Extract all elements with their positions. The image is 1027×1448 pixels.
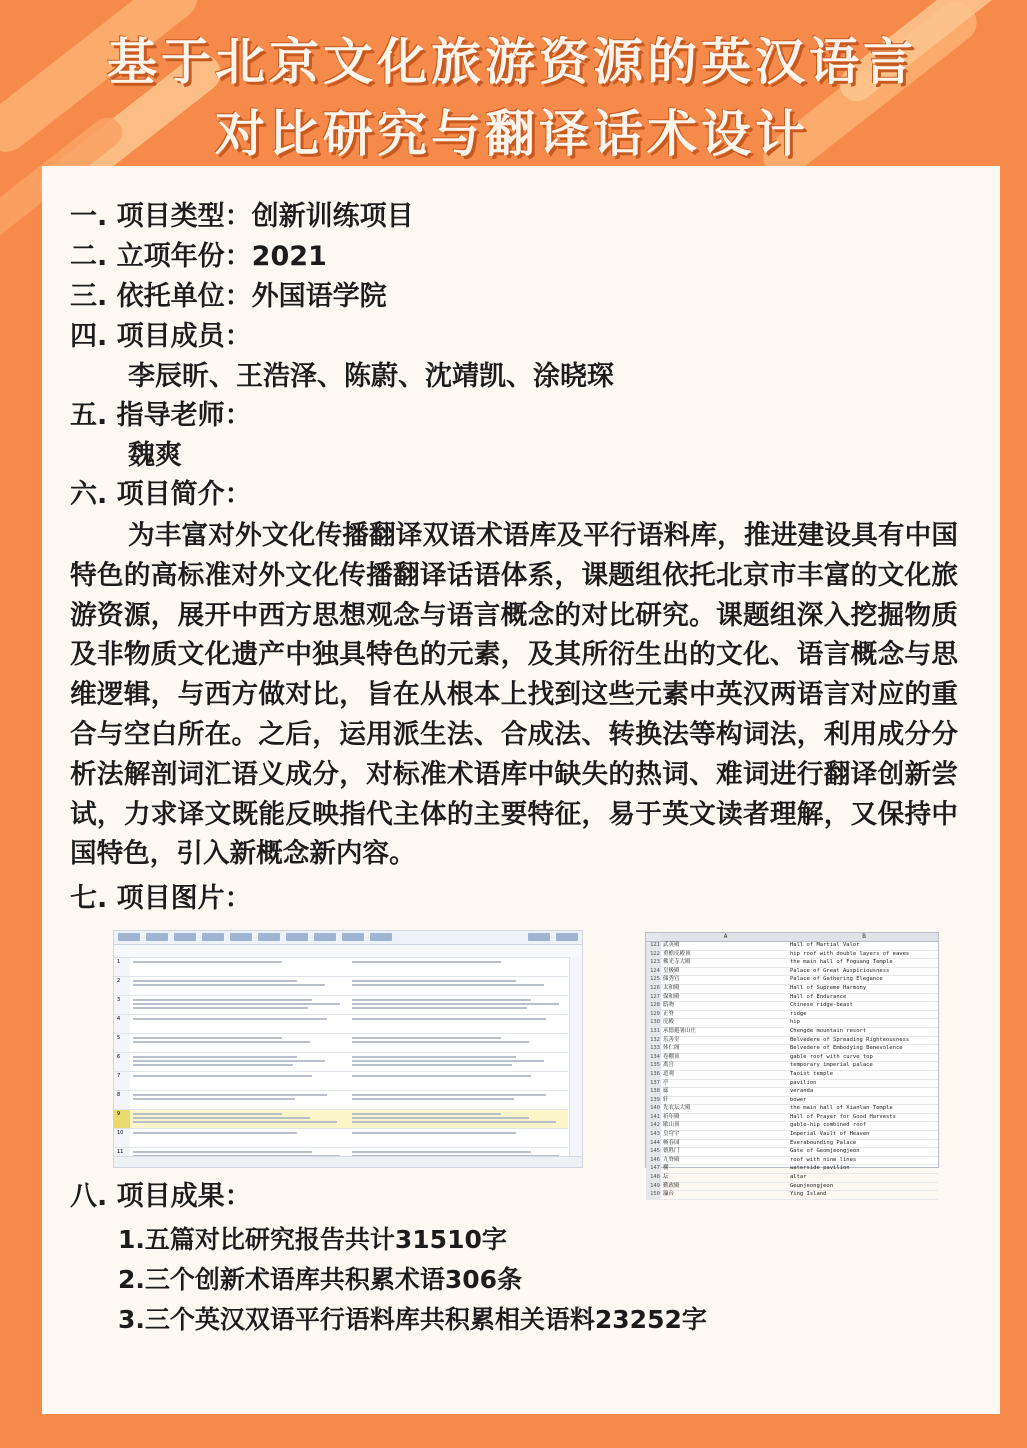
row-number: 140 [646, 1105, 661, 1113]
spreadsheet-row [646, 1011, 938, 1020]
row-number: 143 [646, 1131, 661, 1139]
members-heading: 四. 项目成员： [70, 321, 252, 352]
spreadsheet-row [646, 1191, 938, 1200]
term-en: ridge [790, 1010, 807, 1017]
spreadsheet-row [646, 1105, 938, 1114]
row-number: 121 [646, 942, 661, 950]
screenshot-filter-bar [114, 945, 582, 958]
result-item: 1.五篇对比研究报告共计31510字 [118, 1225, 507, 1254]
term-en: Hall of Endurance [790, 993, 847, 1000]
spreadsheet-row [646, 1071, 938, 1080]
spreadsheet-row [646, 1183, 938, 1192]
row-number: 138 [646, 1088, 661, 1096]
corpus-row-number: 11 [114, 1148, 130, 1167]
screenshot-statusbar [114, 1156, 582, 1167]
spreadsheet-row [646, 1131, 938, 1140]
term-en: Hall of Martial Valor [790, 942, 860, 948]
spreadsheet-row [646, 1140, 938, 1149]
term-zh: 保和殿 [663, 993, 680, 1000]
corpus-row-number: 2 [114, 977, 130, 996]
corpus-row-number: 3 [114, 996, 130, 1015]
corpus-table [114, 958, 568, 1167]
corpus-tool-screenshot [113, 930, 583, 1168]
project-type: 一. 项目类型：创新训练项目 [70, 201, 414, 232]
poster-title-line-1: 基于北京文化旅游资源的英汉语言 [107, 33, 917, 91]
result-item: 3.三个英汉双语平行语料库共积累相关语料23252字 [118, 1305, 707, 1334]
term-en: bower [790, 1096, 807, 1103]
term-zh: 畅春园 [663, 1139, 680, 1146]
term-zh: 离宫 [663, 1062, 675, 1069]
spreadsheet-row [646, 1080, 938, 1089]
term-zh: 储秀宫 [663, 976, 680, 983]
term-zh: 廊 [663, 1088, 669, 1095]
corpus-row-number: 10 [114, 1129, 130, 1148]
term-en: gable roof with curve top [790, 1053, 873, 1060]
term-en: Palace of Gathering Elegance [790, 976, 883, 983]
spreadsheet-row [646, 1054, 938, 1063]
spreadsheet-row [646, 1097, 938, 1106]
spreadsheet-row [646, 1037, 938, 1046]
row-number: 149 [646, 1183, 661, 1191]
row-number: 127 [646, 994, 661, 1002]
term-zh: 承德避暑山庄 [663, 1027, 697, 1034]
term-zh: 榭 [663, 1165, 669, 1172]
row-number: 125 [646, 976, 661, 984]
term-zh: 九脊殿 [663, 1156, 680, 1163]
term-en: Geunjeongjeon [790, 1182, 834, 1189]
term-en: Gate of Geomjeongjeon [790, 1148, 860, 1155]
images-heading: 七. 项目图片： [70, 883, 252, 914]
spreadsheet-row [646, 1002, 938, 1011]
term-zh: 歇山顶 [663, 1122, 680, 1129]
spreadsheet-row [646, 959, 938, 968]
term-en: gable-hip combined roof [790, 1122, 867, 1129]
row-number: 129 [646, 1011, 661, 1019]
row-number: 148 [646, 1174, 661, 1182]
term-zh: 祈年殿 [663, 1113, 680, 1120]
corpus-row [114, 958, 568, 977]
term-en: Palace of Great Auspiciousness [790, 967, 890, 974]
row-number: 150 [646, 1191, 661, 1199]
term-en: Belvedere of Spreading Righteousness [790, 1036, 910, 1043]
term-zh: 德胜门 [663, 1148, 680, 1155]
term-zh: 武英殿 [663, 942, 680, 948]
term-en: altar [790, 1174, 807, 1181]
row-number: 136 [646, 1071, 661, 1079]
glossary-spreadsheet-screenshot [645, 932, 939, 1198]
term-zh: 鸱吻 [663, 1002, 675, 1009]
term-en: Ying Island [790, 1191, 827, 1198]
term-en: Taoist temple [790, 1070, 834, 1077]
corpus-row-number: 8 [114, 1091, 130, 1110]
spreadsheet-row [646, 951, 938, 960]
corpus-row [114, 996, 568, 1015]
term-en: roof with nine lines [790, 1156, 857, 1163]
corpus-row-number: 4 [114, 1015, 130, 1034]
term-zh: 勤政殿 [663, 1182, 680, 1189]
corpus-row [114, 1034, 568, 1053]
term-zh: 太和殿 [663, 984, 680, 991]
spreadsheet-row [646, 1148, 938, 1157]
screenshot-toolbar [114, 931, 582, 945]
row-number: 142 [646, 1122, 661, 1130]
term-zh: 体仁阁 [663, 1045, 680, 1052]
corpus-row [114, 1053, 568, 1072]
corpus-row-number: 1 [114, 958, 130, 977]
row-number: 124 [646, 968, 661, 976]
term-zh: 亭 [663, 1079, 669, 1086]
term-en: pavilion [790, 1079, 817, 1086]
term-en: the main hall of Xianlan Temple [790, 1105, 893, 1112]
spreadsheet-row [646, 968, 938, 977]
row-number: 139 [646, 1097, 661, 1105]
spreadsheet-row [646, 1114, 938, 1123]
spreadsheet-row [646, 976, 938, 985]
corpus-row [114, 1015, 568, 1034]
spreadsheet-row [646, 994, 938, 1003]
project-year: 二. 立项年份：2021 [70, 241, 327, 272]
spreadsheet-row [646, 1088, 938, 1097]
term-zh: 正脊 [663, 1010, 675, 1017]
term-zh: 重檐庑殿顶 [663, 950, 691, 957]
spreadsheet-header [646, 933, 938, 942]
row-number: 147 [646, 1165, 661, 1173]
term-en: Imperial Vault of Heaven [790, 1131, 870, 1138]
intro-paragraph: 为丰富对外文化传播翻译双语术语库及平行语料库，推进建设具有中国特色的高标准对外文化传播翻译话语体系，课题组依托北京市丰富的文化旅游资源，展开中西方思想观念与语言概念的对比研究。课题组深入挖掘物质及非物质文化遗产中独具特色的元素，及其所衍生出的文化、语言概念与思维逻辑，与西方做对比，旨在从根本上找到这些元素中英汉两语言对应的重合与空白所在。之后，运用派生法、合成法、转换法等构词法，利用成分分析法解剖词汇语义成分，对标准术语库中缺失的热词、难词进行翻译创新尝试，力求译文既能反映指代主体的主要特征，易于英文读者理解，又保持中国特色，引入新概念新内容。 [70, 520, 958, 870]
column-b-header: B [862, 933, 866, 940]
corpus-row-number: 5 [114, 1034, 130, 1053]
row-number: 145 [646, 1148, 661, 1156]
term-zh: 卷棚顶 [663, 1053, 680, 1060]
spreadsheet-row [646, 942, 938, 951]
row-number: 146 [646, 1157, 661, 1165]
term-zh: 佛光寺大殿 [663, 959, 691, 966]
term-zh: 瀛台 [663, 1191, 675, 1198]
advisor-name: 魏爽 [128, 440, 182, 471]
term-en: the main hall of Foguang Temple [790, 959, 893, 966]
screenshot-sidebar [569, 957, 582, 1157]
intro-heading: 六. 项目简介： [70, 479, 252, 510]
row-number: 132 [646, 1037, 661, 1045]
row-number: 141 [646, 1114, 661, 1122]
term-en: temporary imperial palace [790, 1062, 873, 1069]
term-en: Belvedere of Embodying Benevolence [790, 1045, 903, 1052]
row-number: 135 [646, 1062, 661, 1070]
term-zh: 道观 [663, 1070, 675, 1077]
spreadsheet-row [646, 1045, 938, 1054]
term-en: hip [790, 1019, 800, 1026]
row-number: 144 [646, 1140, 661, 1148]
spreadsheet-row [646, 1157, 938, 1166]
spreadsheet-row [646, 1028, 938, 1037]
members-list: 李辰昕、王浩泽、陈蔚、沈靖凯、涂晓琛 [128, 361, 614, 392]
term-zh: 皇穹宇 [663, 1131, 680, 1138]
row-number: 130 [646, 1019, 661, 1027]
spreadsheet-row [646, 1062, 938, 1071]
term-en: Chinese ridge-beast [790, 1002, 853, 1009]
spreadsheet-row [646, 1122, 938, 1131]
row-number: 128 [646, 1002, 661, 1010]
term-en: waterside pavilion [790, 1165, 850, 1172]
corpus-row [114, 1091, 568, 1110]
corpus-row [114, 1129, 568, 1148]
corpus-row [114, 1110, 568, 1129]
corpus-row [114, 977, 568, 996]
row-number: 131 [646, 1028, 661, 1036]
project-unit: 三. 依托单位：外国语学院 [70, 281, 387, 312]
spreadsheet-row [646, 1165, 938, 1174]
term-zh: 乐善堂 [663, 1036, 680, 1043]
row-number: 123 [646, 959, 661, 967]
spreadsheet-row [646, 1174, 938, 1183]
term-en: veranda [790, 1088, 814, 1095]
term-zh: 庑殿 [663, 1019, 675, 1026]
term-en: Chengde mountain resort [790, 1027, 867, 1034]
advisor-heading: 五. 指导老师： [70, 400, 252, 431]
result-item: 2.三个创新术语库共积累术语306条 [118, 1265, 523, 1294]
spreadsheet-row [646, 1019, 938, 1028]
term-zh: 皇极殿 [663, 967, 680, 974]
spreadsheet-row [646, 985, 938, 994]
row-number: 134 [646, 1054, 661, 1062]
row-number: 137 [646, 1080, 661, 1088]
poster-title-line-2: 对比研究与翻译话术设计 [215, 105, 809, 163]
term-en: hip roof with double layers of eaves [790, 950, 910, 957]
row-number: 122 [646, 951, 661, 959]
term-zh: 轩 [663, 1096, 669, 1103]
term-en: Hall of Supreme Harmony [790, 984, 867, 991]
term-en: Everabounding Palace [790, 1139, 857, 1146]
row-number: 133 [646, 1045, 661, 1053]
term-zh: 先农坛大殿 [663, 1105, 691, 1112]
term-zh: 坛 [663, 1174, 669, 1181]
corpus-row [114, 1072, 568, 1091]
results-heading: 八. 项目成果： [70, 1181, 252, 1212]
row-number: 126 [646, 985, 661, 993]
column-a-header: A [723, 933, 728, 940]
corpus-row-number: 7 [114, 1072, 130, 1091]
corpus-row-number: 9 [114, 1110, 130, 1129]
corpus-row-number: 6 [114, 1053, 130, 1072]
term-en: Hall of Prayer for Good Harvests [790, 1113, 896, 1120]
